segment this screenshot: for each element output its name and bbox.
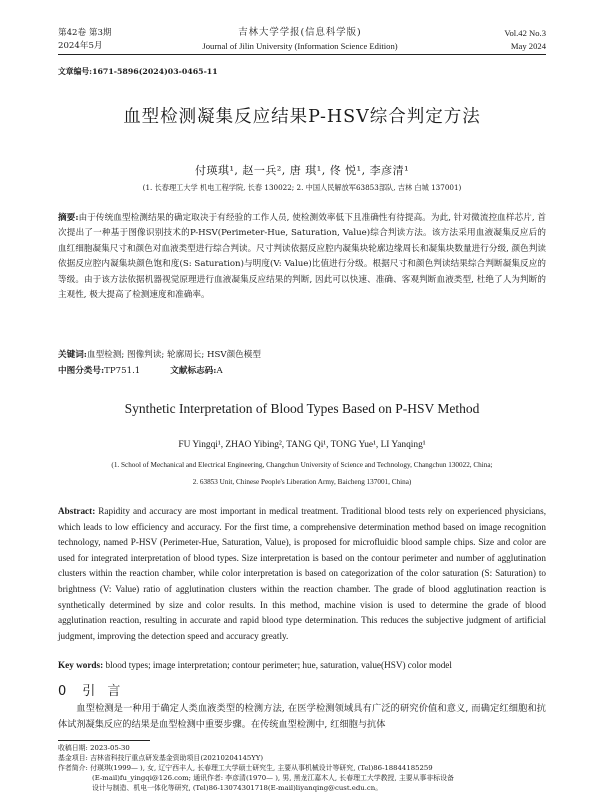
authors-cn: 付瑛琪¹, 赵一兵², 唐 琪¹, 佟 悦¹, 李彦清¹: [194, 164, 409, 177]
section-number: 0: [58, 684, 67, 699]
page-title-cn: 血型检测凝集反应结果P-HSV综合判定方法: [123, 107, 481, 127]
article-number: 文章编号:1671-5896(2024)03-0465-11: [58, 67, 218, 76]
affiliations-en-2: 2. 63853 Unit, Chinese People's Liberation Army, Baicheng 137001, China): [192, 478, 412, 486]
doc-code-label: 文献标志码:: [170, 366, 217, 376]
abstract-en-label: Abstract:: [58, 506, 96, 516]
header-journal-en: Journal of Jilin University (Information Science Edition): [202, 41, 398, 51]
classification-value: TP751.1: [104, 366, 141, 376]
intro-paragraph: 血型检测是一种用于确定人类血液类型的检测方法, 在医学检测领域具有广泛的研究价值和意义, 而确定红细胞和抗体试剂凝集反应的结果是血型检测中重要步骤。在传统血型检测中, 红细胞与抗体: [58, 703, 546, 730]
abstract-en: [58, 504, 546, 644]
footnotes: [58, 743, 546, 793]
header-volume-en: Vol.42 No.3: [504, 28, 546, 38]
section-title: 引 言: [82, 684, 125, 699]
keywords-en-text: blood types; image interpretation; contour perimeter; hue, saturation, value(HSV) color model: [105, 660, 452, 670]
footnote-author-bio-2: (E-mail)fu_yingqi@126.com; 通讯作者: 李彦清(1970— ), 男, 黑龙江嘉木人, 长春理工大学教授, 主要从事非标设备: [92, 774, 454, 782]
abstract-en-text: Rapidity and accuracy are most important in medical treatment. Traditional blood tests rely on experienced physicians, which leads to low efficiency and accuracy. For the first time, a comprehensive determination method based on image recognition technology, named P-HSV (Perimeter-Hue, Saturation, Value), is proposed for microfluidic blood sample chips. Size and color are used for integrated interpretation of blood types. Size interpretation is based on the contour perimeter and number of agglutination clusters within the reaction chamber, while color interpretation is based on categorization of the color saturation (S: Saturation) to brightness (V: Value) ratio of agglutination clusters within the reaction chamber. The grade of blood agglutination reaction is synthetically determined by size and color results. In this method, machine vision is used to determine the grade of blood agglutination reaction, resulting in accurate and rapid blood type determination. This reduces the subjective judgment of artificial judgment, improving the detection speed and accuracy greatly.: [58, 506, 546, 641]
classification-label: 中图分类号:: [58, 366, 105, 376]
footnote-funding: 基金项目: 吉林省科技厅重点研发基金资助项目(20210204145YY): [58, 754, 264, 762]
footnote-received: 收稿日期: 2023-05-30: [58, 744, 130, 752]
header-rule: [58, 54, 546, 55]
abstract-cn: [58, 211, 546, 303]
header-volume-cn: 第42卷 第3期: [58, 28, 112, 38]
keywords-cn: [58, 348, 546, 363]
header-date-cn: 2024年5月: [58, 41, 103, 51]
classification: [58, 364, 546, 379]
abstract-cn-label: 摘要:: [58, 213, 79, 223]
header-journal-cn: 吉林大学学报(信息科学版): [238, 27, 362, 38]
keywords-en-label: Key words:: [58, 660, 104, 670]
keywords-en: [58, 658, 546, 674]
affiliations-en-1: (1. School of Mechanical and Electrical Engineering, Changchun University of Science and Technology, Changchun 130022, China;: [111, 461, 493, 469]
footnote-author-bio: 作者简介: 付瑛琪(1999— ), 女, 辽宁西丰人, 长春理工大学硕士研究生, 主要从事机械设计等研究, (Tel)86-18844185259: [58, 764, 433, 772]
keywords-cn-text: 血型检测; 图像判读; 轮廓周长; HSV颜色模型: [86, 350, 261, 360]
page-title-en: Synthetic Interpretation of Blood Types Based on P-HSV Method: [124, 401, 480, 416]
section-heading: [58, 680, 124, 699]
header-date-en: May 2024: [510, 41, 546, 51]
keywords-cn-label: 关键词:: [58, 350, 87, 360]
footnote-rule: [58, 740, 150, 741]
affiliations-cn: (1. 长春理工大学 机电工程学院, 长春 130022; 2. 中国人民解放军63853部队, 吉林 白城 137001): [142, 183, 462, 192]
footnote-author-bio-3: 设计与制造、机电一体化等研究, (Tel)86-13074301718(E-mail)liyanqing@cust.edu.cn。: [92, 784, 383, 792]
authors-en: FU Yingqi¹, ZHAO Yibing², TANG Qi¹, TONG Yue¹, LI Yanqing¹: [178, 440, 426, 450]
abstract-cn-text: 由于传统血型检测结果的确定取决于有经验的工作人员, 使检测效率低下且准确性有待提高。为此, 针对微流控血样芯片, 首次提出了一种基于图像识别技术的P-HSV(Perimeter-Hue, Saturation, Value)综合判读方法。该方法采用血液凝集反应后的血红细胞凝集尺寸和颜色对血液类型进行综合判读。尺寸判读依据反应腔内凝集块轮廓边缘周长和凝集块数量进行分级, 颜色判读依据反应腔内凝集块颜色饱和度(S: Saturation)与明度(V: Value)比值进行分级。根据尺寸和颜色判读结果综合判断凝集反应的等级。由于该方法依据机器视觉原理进行血液凝集反应结果的判断, 因此可以快速、准确、客观判断血液类型, 杜绝了人为判断的主观性, 极大提高了检测速度和准确率。: [58, 213, 546, 301]
doc-code-value: A: [216, 366, 223, 376]
